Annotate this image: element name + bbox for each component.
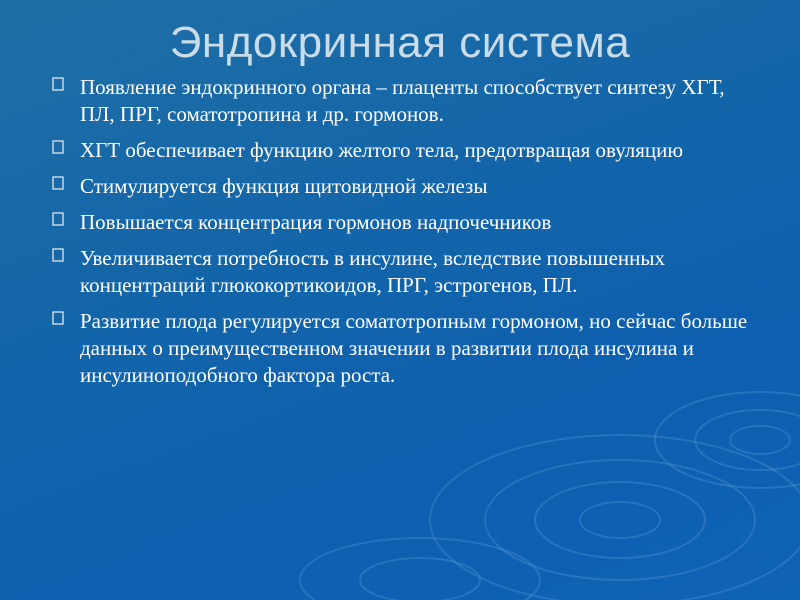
bullet-text: Стимулируется функция щитовидной железы (80, 174, 488, 198)
hollow-square-icon (52, 76, 68, 98)
bullet-text: Увеличивается потребность в инсулине, вследствие повышенных концентраций глюкокортикоидов, ПРГ, эстрогенов, ПЛ. (80, 246, 665, 297)
bullet-item (52, 137, 752, 164)
bullet-text: Развитие плода регулируется соматотропным гормоном, но сейчас больше данных о преимущественном значении в развитии плода инсулина и инсулиноподобного фактора роста. (80, 309, 748, 387)
bullet-item (52, 209, 752, 236)
slide-title: Эндокринная система (169, 18, 631, 67)
bullet-list (52, 74, 752, 398)
hollow-square-icon (52, 211, 68, 233)
bullet-text: Появление эндокринного органа – плаценты способствует синтезу ХГТ, ПЛ, ПРГ, соматотропина и др. гормонов. (80, 75, 725, 126)
bullet-item (52, 308, 752, 389)
hollow-square-icon (52, 139, 68, 161)
bullet-item (52, 173, 752, 200)
hollow-square-icon (52, 310, 68, 332)
bullet-item (52, 74, 752, 128)
hollow-square-icon (52, 175, 68, 197)
bullet-item (52, 245, 752, 299)
bullet-text: ХГТ обеспечивает функцию желтого тела, предотвращая овуляцию (80, 138, 684, 162)
hollow-square-icon (52, 247, 68, 269)
bullet-text: Повышается концентрация гормонов надпочечников (80, 210, 552, 234)
